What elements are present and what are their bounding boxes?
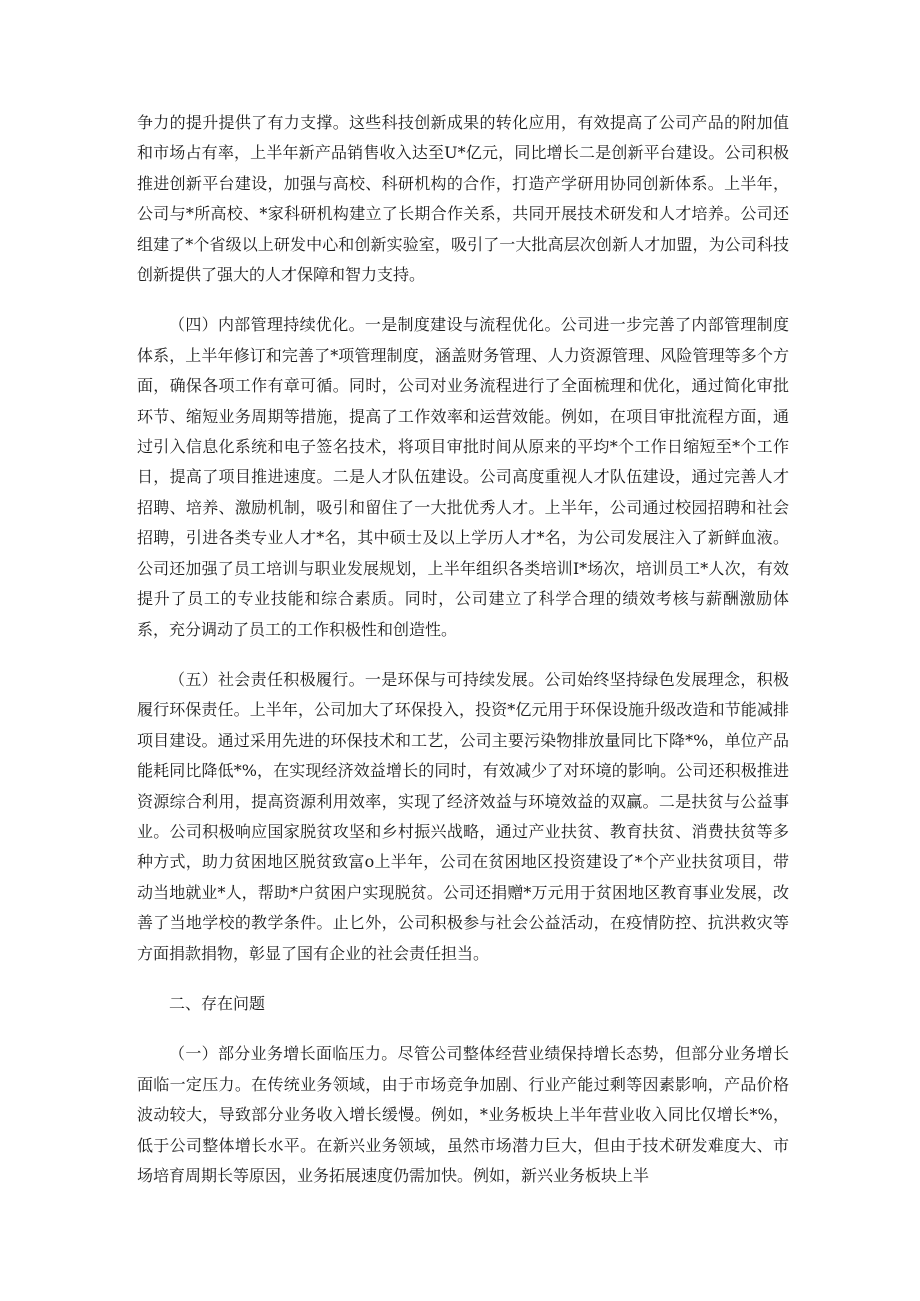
- section-heading-existing-problems: 二、存在问题: [169, 993, 266, 1013]
- paragraph-social-responsibility: （五）社会责任积极履行。一是环保与可持续发展。公司始终坚持绿色发展理念，积极履行环保责任。上半年，公司加大了环保投入，投资*亿元用于环保设施升级改造和节能减排项目建设。通过采用先进的环保技术和工艺，公司主要污染物排放量同比下降*%，单位产品能耗同比降低*%，在实现经济效益增长的同时，有效减少了对环境的影响。公司还积极推进资源综合利用，提高资源利用效率，实现了经济效益与环境效益的双赢。二是扶贫与公益事业。公司积极响应国家脱贫攻坚和乡村振兴战略，通过产业扶贫、教育扶贫、消费扶贫等多种方式，助力贫困地区脱贫致富o上半年，公司在贫困地区投资建设了*个产业扶贫项目，带动当地就业*人，帮助*户贫困户实现脱贫。公司还捐赠*万元用于贫困地区教育事业发展，改善了当地学校的教学条件。止匕外，公司积极参与社会公益活动，在疫情防控、抗洪救灾等方面捐款捐物，彰显了国有企业的社会责任担当。: [137, 669, 789, 963]
- paragraph-innovation-continued: 争力的提升提供了有力支撑。这些科技创新成果的转化应用，有效提高了公司产品的附加值和市场占有率，上半年新产品销售收入达至U*亿元，同比增长二是创新平台建设。公司积极推进创新平台建设，加强与高校、科研机构的合作，打造产学研用协同创新体系。上半年，公司与*所高校、*家科研机构建立了长期合作关系，共同开展技术研发和人才培养。公司还组建了*个省级以上研发中心和创新实验室，吸引了一大批高层次创新人才加盟，为公司科技创新提供了强大的人才保障和智力支持。: [137, 113, 789, 285]
- document-page: [137, 108, 789, 1191]
- paragraph-business-pressure: （一）部分业务增长面临压力。尽管公司整体经营业绩保持增长态势，但部分业务增长面临一定压力。在传统业务领域，由于市场竞争加剧、行业产能过剩等因素影响，产品价格波动较大，导致部分业务收入增长缓慢。例如，*业务板块上半年营业收入同比仅增长*%，低于公司整体增长水平。在新兴业务领域，虽然市场潜力巨大，但由于技术研发难度大、市场培育周期长等原因，业务拓展速度仍需加快。例如，新兴业务板块上半: [137, 1044, 789, 1185]
- paragraph-internal-management: （四）内部管理持续优化。一是制度建设与流程优化。公司进一步完善了内部管理制度体系，上半年修订和完善了*项管理制度，涵盖财务管理、人力资源管理、风险管理等多个方面，确保各项工作有章可循。同时，公司对业务流程进行了全面梳理和优化，通过简化审批环节、缩短业务周期等措施，提高了工作效率和运营效能。例如，在项目审批流程方面，通过引入信息化系统和电子签名技术，将项目审批时间从原来的平均*个工作日缩短至*个工作日，提高了项目推进速度。二是人才队伍建设。公司高度重视人才队伍建设，通过完善人才招聘、培养、激励机制，吸引和留住了一大批优秀人才。上半年，公司通过校园招聘和社会招聘，引进各类专业人才*名，其中硕士及以上学历人才*名，为公司发展注入了新鲜血液。公司还加强了员工培训与职业发展规划，上半年组织各类培训I*场次，培训员工*人次，有效提升了员工的专业技能和综合素质。同时，公司建立了科学合理的绩效考核与薪酬激励体系，充分调动了员工的工作积极性和创造性。: [137, 315, 789, 639]
